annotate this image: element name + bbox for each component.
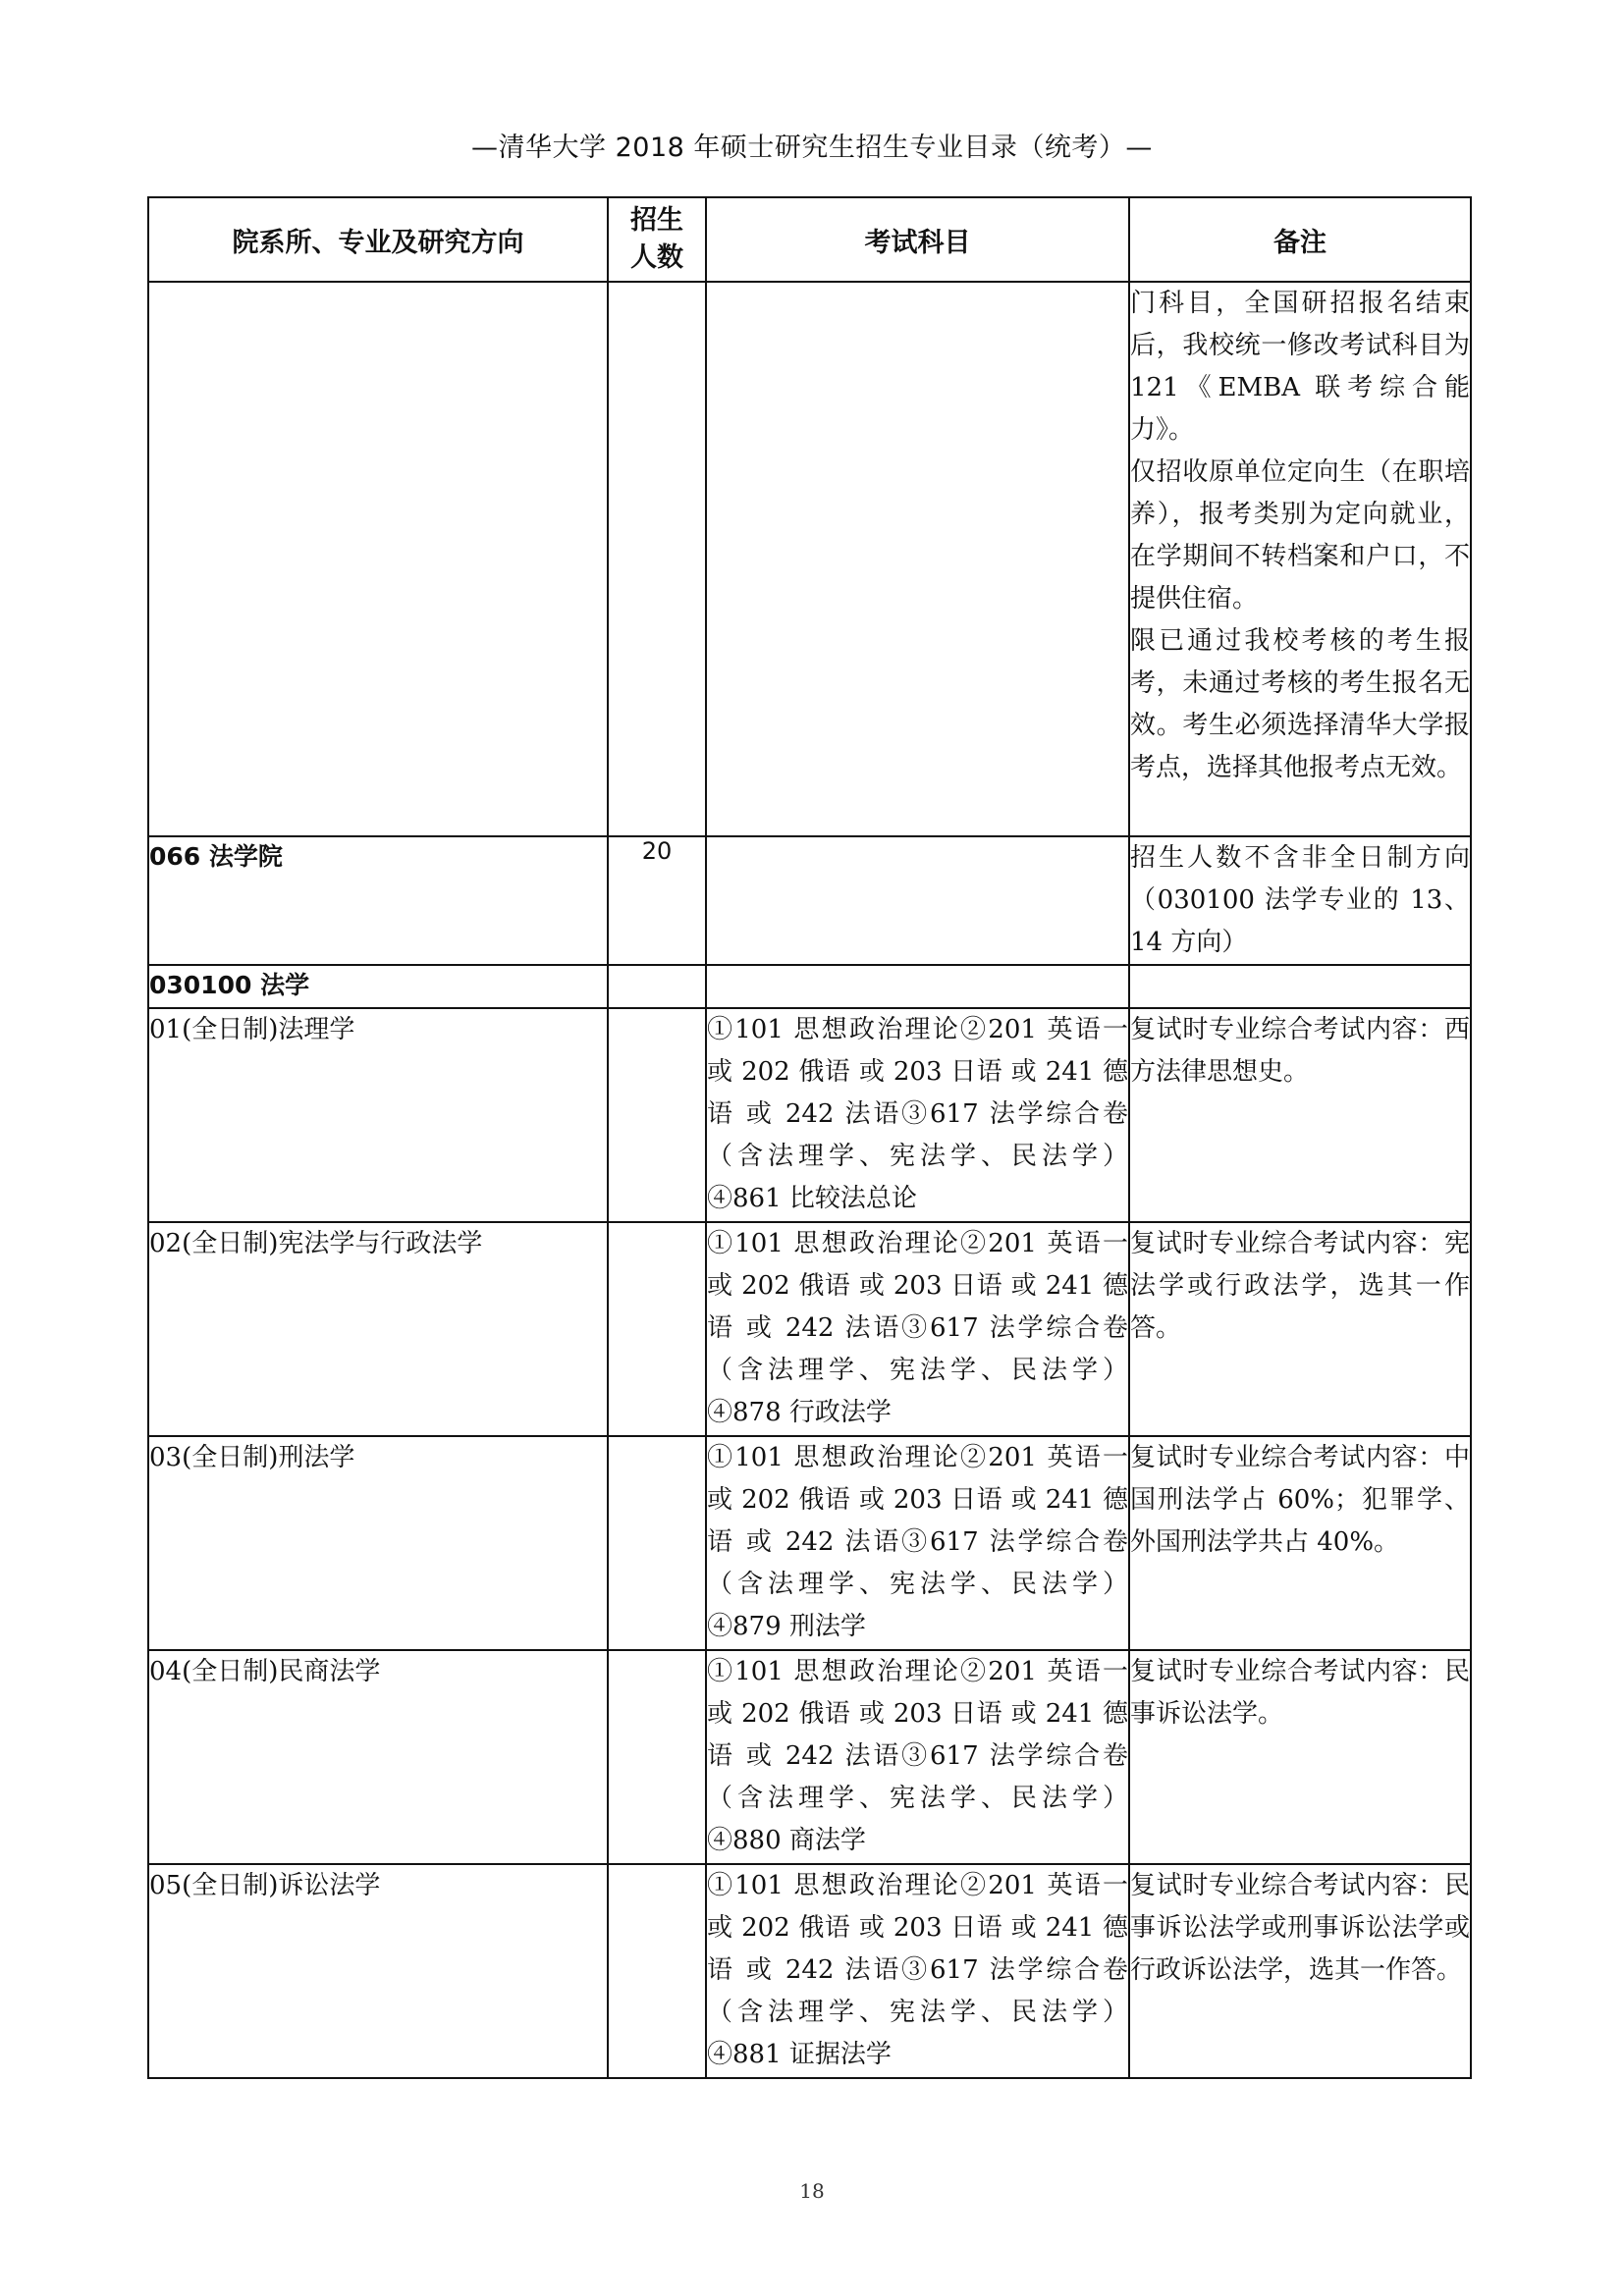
exam-subjects: ①101 思想政治理论②201 英语一 或 202 俄语 或 203 日语 或 241 德语 或 242 法语③617 法学综合卷（含法理学、宪法学、民法学）④881 证据法学 [706,1864,1129,2078]
page-title: —清华大学 2018 年硕士研究生招生专业目录（统考）— [471,133,1153,163]
major-name: 030100 法学 [148,965,608,1008]
exam-cell-empty [706,282,1129,836]
direction-name: 04(全日制)民商法学 [148,1650,608,1864]
direction-name: 05(全日制)诉讼法学 [148,1864,608,2078]
exam-subjects: ①101 思想政治理论②201 英语一 或 202 俄语 或 203 日语 或 241 德语 或 242 法语③617 法学综合卷（含法理学、宪法学、民法学）④879 刑法学 [706,1436,1129,1650]
direction-name: 01(全日制)法理学 [148,1008,608,1222]
count-cell-empty [608,1008,706,1222]
col-header-count-text: 招生 人数 [630,205,683,273]
catalog-table [147,196,1472,2079]
enrollment-count: 20 [608,836,706,965]
count-cell-empty [608,282,706,836]
count-cell-empty [608,1222,706,1436]
col-header-exam: 考试科目 [706,197,1129,282]
direction-name: 03(全日制)刑法学 [148,1436,608,1650]
note-cell-continued: 门科目，全国研招报名结束后，我校统一修改考试科目为 121《EMBA 联考综合能力》。 仅招收原单位定向生（在职培养），报考类别为定向就业，在学期间不转档案和户口，不提供住宿。 限已通过我校考核的考生报考，未通过考核的考生报名无效。考生必须选择清华大学报考点，选择其他报考点无效。 [1129,282,1471,836]
table-row-direction [148,1222,1471,1436]
note-cell-school: 招生人数不含非全日制方向（030100 法学专业的 13、14 方向） [1129,836,1471,965]
count-cell-empty [608,965,706,1008]
table-row-school [148,836,1471,965]
direction-note: 复试时专业综合考试内容：西方法律思想史。 [1129,1008,1471,1222]
count-cell-empty [608,1436,706,1650]
table-row-major [148,965,1471,1008]
count-cell-empty [608,1864,706,2078]
dept-cell-empty [148,282,608,836]
col-header-note: 备注 [1129,197,1471,282]
direction-name: 02(全日制)宪法学与行政法学 [148,1222,608,1436]
exam-subjects: ①101 思想政治理论②201 英语一 或 202 俄语 或 203 日语 或 241 德语 或 242 法语③617 法学综合卷（含法理学、宪法学、民法学）④861 比较法总论 [706,1008,1129,1222]
table-row-direction [148,1864,1471,2078]
count-cell-empty [608,1650,706,1864]
exam-subjects: ①101 思想政治理论②201 英语一 或 202 俄语 或 203 日语 或 241 德语 或 242 法语③617 法学综合卷（含法理学、宪法学、民法学）④878 行政法学 [706,1222,1129,1436]
col-header-count [608,197,706,282]
direction-note: 复试时专业综合考试内容：民事诉讼法学。 [1129,1650,1471,1864]
page-number: 18 [799,2179,825,2203]
table-row-continued [148,282,1471,836]
table-row-direction [148,1008,1471,1222]
exam-cell-empty [706,836,1129,965]
exam-cell-empty [706,965,1129,1008]
col-header-dept: 院系所、专业及研究方向 [148,197,608,282]
exam-subjects: ①101 思想政治理论②201 英语一 或 202 俄语 或 203 日语 或 241 德语 或 242 法语③617 法学综合卷（含法理学、宪法学、民法学）④880 商法学 [706,1650,1129,1864]
school-name: 066 法学院 [148,836,608,965]
direction-note: 复试时专业综合考试内容：宪法学或行政法学，选其一作答。 [1129,1222,1471,1436]
table-header-row [148,197,1471,282]
direction-note: 复试时专业综合考试内容：民事诉讼法学或刑事诉讼法学或行政诉讼法学，选其一作答。 [1129,1864,1471,2078]
table-row-direction [148,1650,1471,1864]
direction-note: 复试时专业综合考试内容：中国刑法学占 60%；犯罪学、外国刑法学共占 40%。 [1129,1436,1471,1650]
table-row-direction [148,1436,1471,1650]
note-cell-empty [1129,965,1471,1008]
